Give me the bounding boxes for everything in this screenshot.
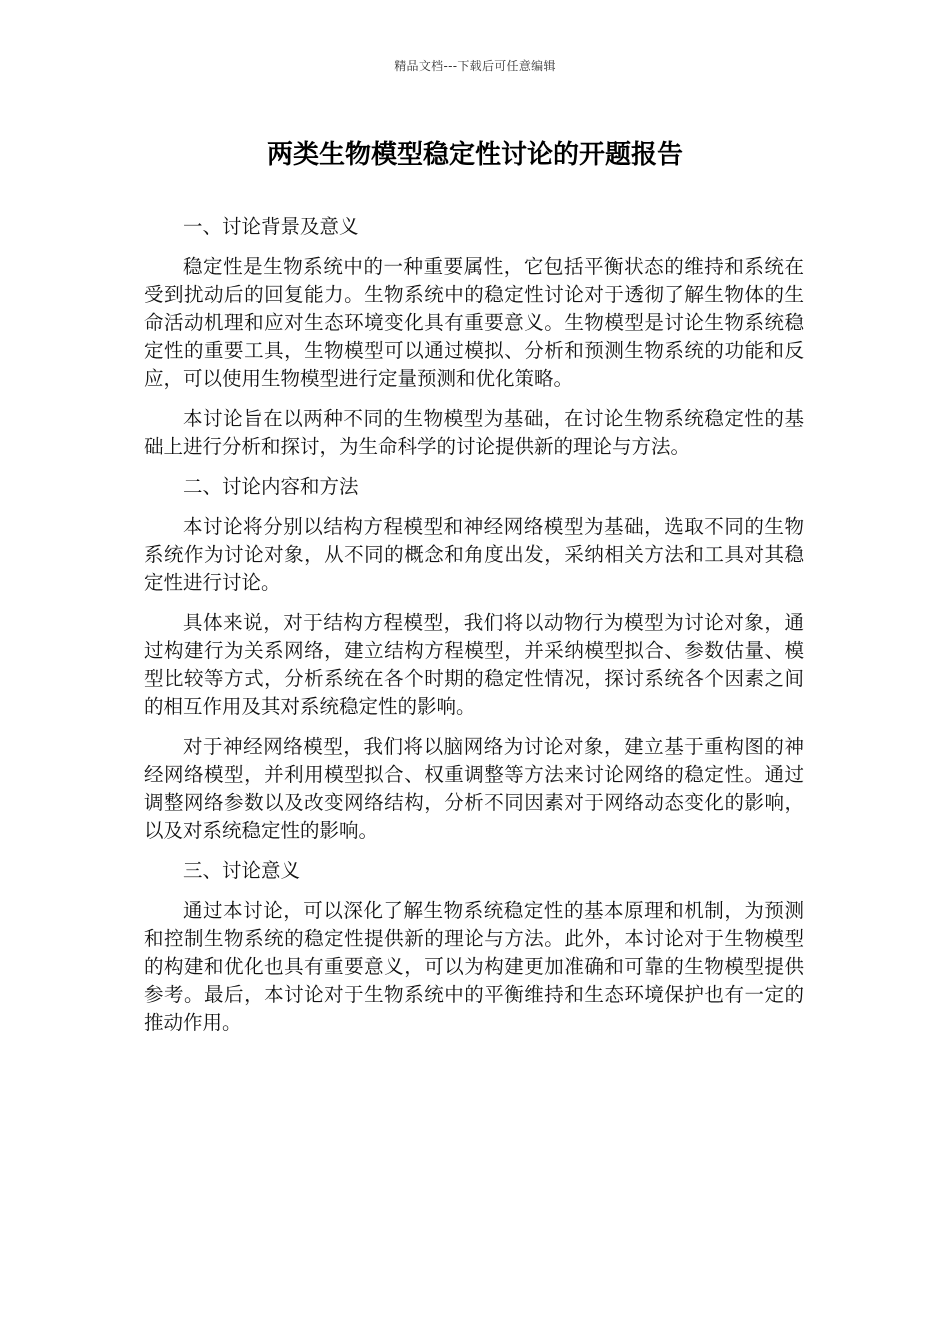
document-body — [144, 213, 804, 1049]
section-heading-background: 一、讨论背景及意义 — [183, 215, 359, 238]
document-title: 两类生物模型稳定性讨论的开题报告 — [266, 140, 683, 170]
paragraph-content-method-3: 对于神经网络模型，我们将以脑网络为讨论对象，建立基于重构图的神经网络模型，并利用模型拟合、权重调整等方法来讨论网络的稳定性。通过调整网络参数以及改变网络结构，分析不同因素对于网络动态变化的影响，以及对系统稳定性的影响。 — [144, 735, 804, 842]
paragraph-significance-1: 通过本讨论，可以深化了解生物系统稳定性的基本原理和机制，为预测和控制生物系统的稳定性提供新的理论与方法。此外，本讨论对于生物模型的构建和优化也具有重要意义，可以为构建更加准确和可靠的生物模型提供参考。最后，本讨论对于生物系统中的平衡维持和生态环境保护也有一定的推动作用。 — [144, 899, 804, 1034]
section-heading-content-method: 二、讨论内容和方法 — [183, 475, 359, 498]
paragraph-content-method-2: 具体来说，对于结构方程模型，我们将以动物行为模型为讨论对象，通过构建行为关系网络，建立结构方程模型，并采纳模型拟合、参数估量、模型比较等方式，分析系统在各个时期的稳定性情况，探讨系统各个因素之间的相互作用及其对系统稳定性的影响。 — [144, 611, 804, 718]
paragraph-background-2: 本讨论旨在以两种不同的生物模型为基础，在讨论生物系统稳定性的基础上进行分析和探讨，为生命科学的讨论提供新的理论与方法。 — [144, 407, 804, 458]
section-heading-significance: 三、讨论意义 — [183, 859, 301, 882]
header-note: 精品文档---下载后可任意编辑 — [394, 59, 556, 73]
paragraph-content-method-1: 本讨论将分别以结构方程模型和神经网络模型为基础，选取不同的生物系统作为讨论对象，从不同的概念和角度出发，采纳相关方法和工具对其稳定性进行讨论。 — [144, 515, 804, 594]
paragraph-background-1: 稳定性是生物系统中的一种重要属性，它包括平衡状态的维持和系统在受到扰动后的回复能力。生物系统中的稳定性讨论对于透彻了解生物体的生命活动机理和应对生态环境变化具有重要意义。生物模型是讨论生物系统稳定性的重要工具，生物模型可以通过模拟、分析和预测生物系统的功能和反应，可以使用生物模型进行定量预测和优化策略。 — [144, 255, 804, 390]
